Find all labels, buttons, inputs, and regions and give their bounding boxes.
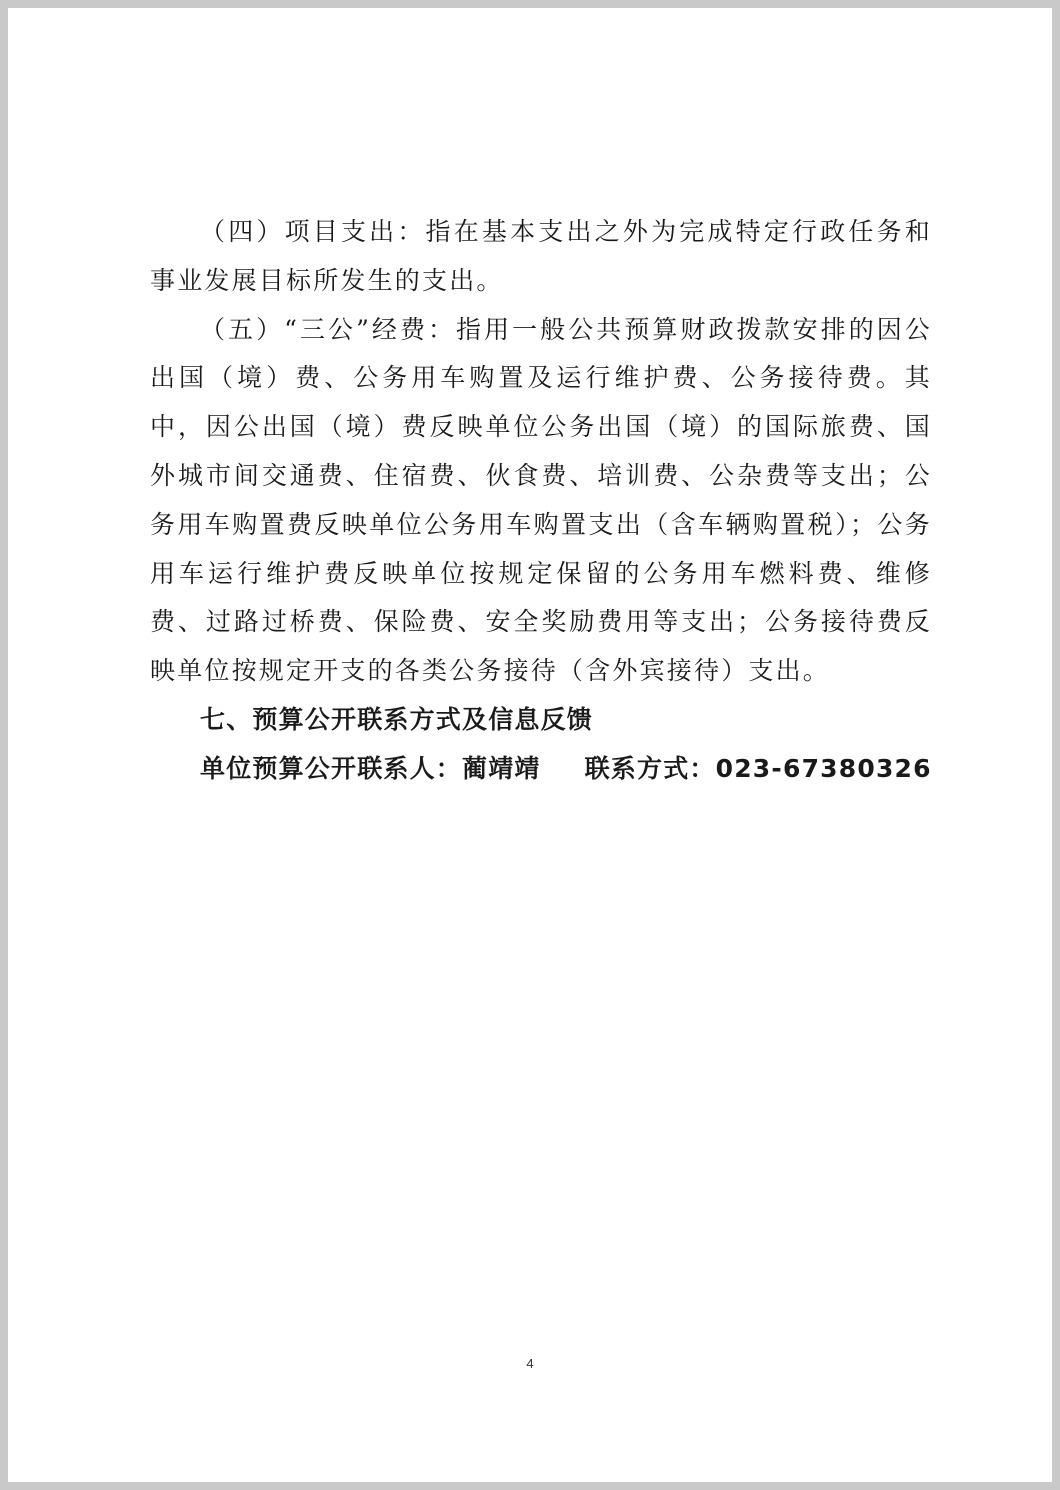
page-number: 4 [526,1356,534,1371]
contact-person: 单位预算公开联系人：蔺靖靖 [200,753,541,783]
paragraph-project-expenditure: （四）项目支出：指在基本支出之外为完成特定行政任务和事业发展目标所发生的支出。 [150,217,932,295]
page-content [150,208,932,794]
section-heading: 七、预算公开联系方式及信息反馈 [200,704,594,734]
contact-method: 联系方式：023-67380326 [584,753,932,783]
document-page [8,8,1052,1482]
paragraph-three-public-expenses: （五）“三公”经费：指用一般公共预算财政拨款安排的因公出国（境）费、公务用车购置及运行维护费、公务接待费。其中，因公出国（境）费反映单位公务出国（境）的国际旅费、国外城市间交通费、住宿费、伙食费、培训费、公杂费等支出；公务用车购置费反映单位公务用车购置支出（含车辆购置税）；公务用车运行维护费反映单位按规定保留的公务用车燃料费、维修费、过路过桥费、保险费、安全奖励费用等支出；公务接待费反映单位按规定开支的各类公务接待（含外宾接待）支出。 [150,314,932,686]
contact-line [150,745,932,794]
